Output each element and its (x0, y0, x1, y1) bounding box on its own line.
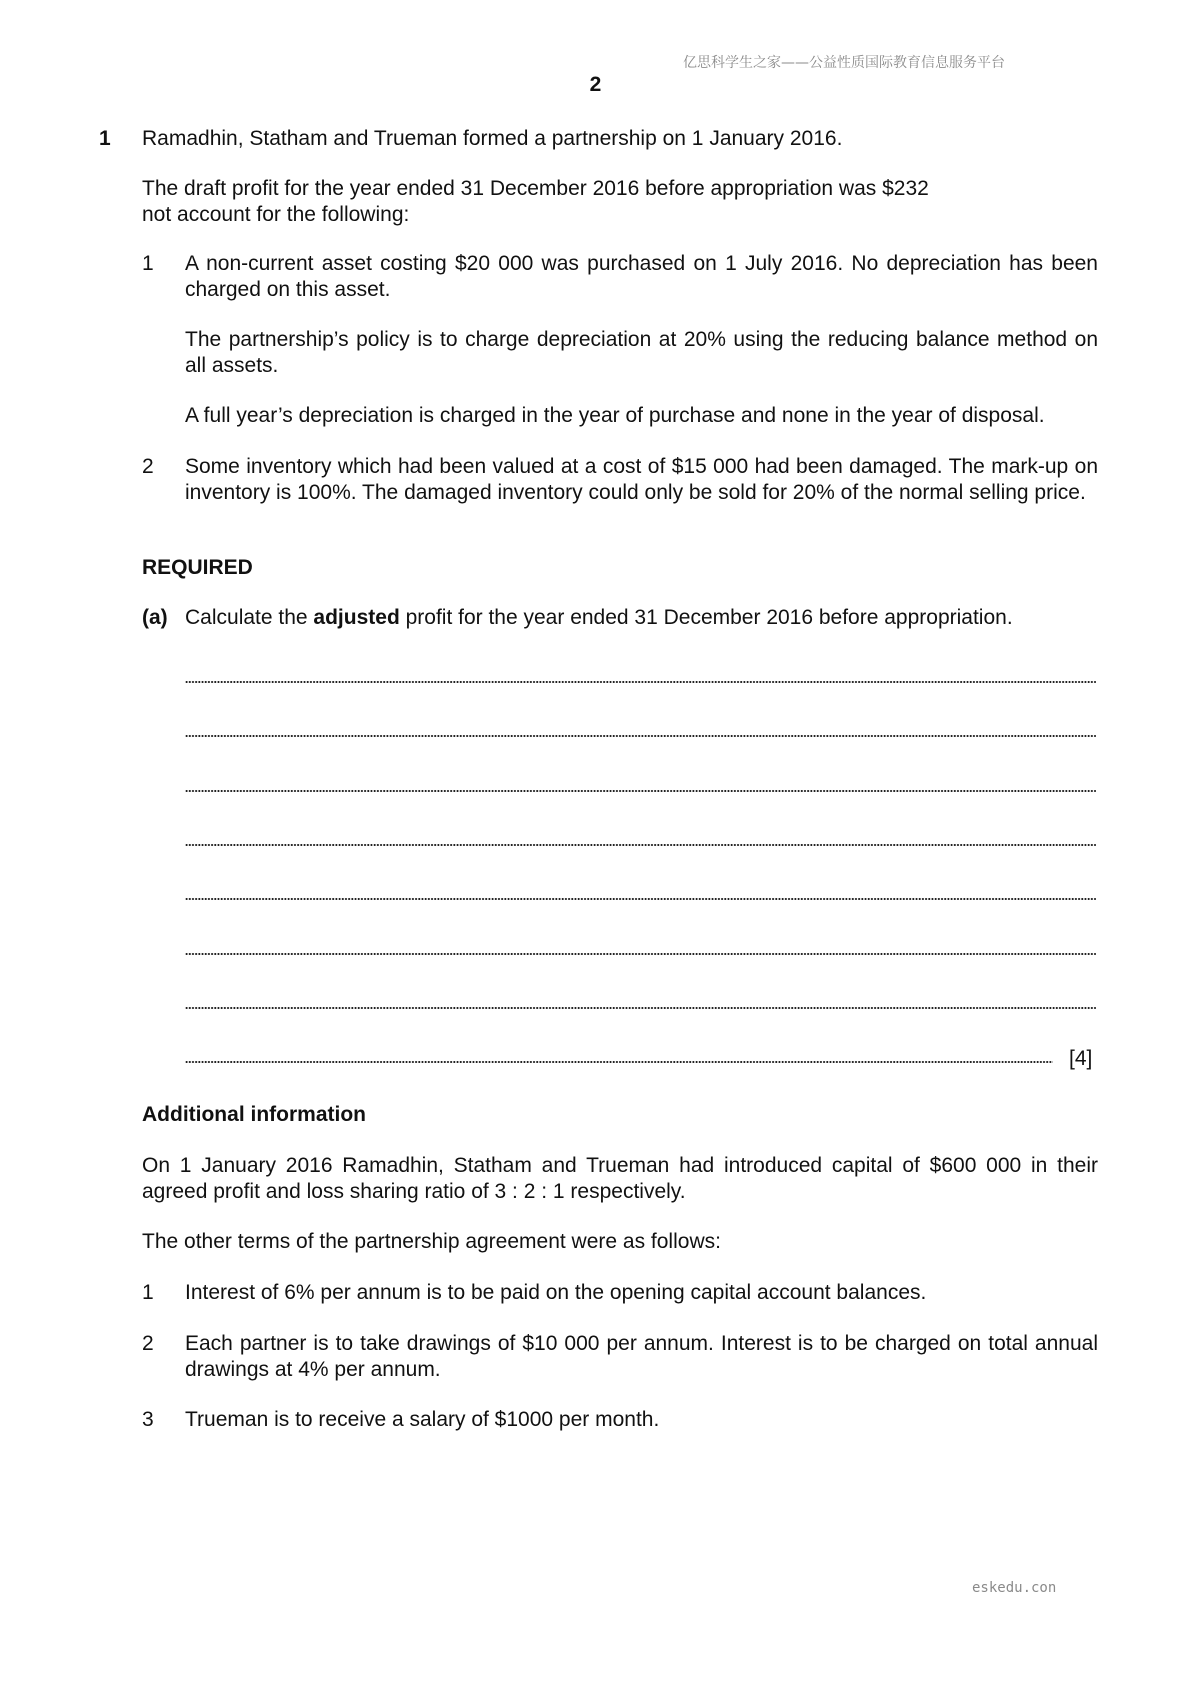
part-a-label: (a) (142, 606, 168, 629)
answer-line[interactable] (185, 843, 1096, 847)
item-2-paragraph-1: Some inventory which had been valued at a cost of $15 000 had been damaged. The mark-up on inventory is 100%. The damaged inventory could only be sold for 20% of the normal selling price. (185, 455, 1098, 504)
item-number: 1 (142, 252, 154, 275)
item-1-paragraph-2: The partnership’s policy is to charge depreciation at 20% using the reducing balance method on all assets. (185, 328, 1098, 377)
answer-line[interactable] (185, 789, 1096, 793)
marks-indicator: [4] (1069, 1047, 1093, 1070)
term-1-text: Interest of 6% per annum is to be paid on the opening capital account balances. (185, 1281, 927, 1304)
answer-line[interactable] (185, 734, 1096, 738)
watermark-text: 亿思科学生之家——公益性质国际教育信息服务平台 (683, 55, 1005, 71)
terms-intro: The other terms of the partnership agreement were as follows: (142, 1230, 721, 1253)
footer-watermark: eskedu.con (972, 1580, 1057, 1596)
question-number: 1 (99, 127, 111, 150)
term-3-text: Trueman is to receive a salary of $1000 per month. (185, 1408, 660, 1431)
term-number: 2 (142, 1332, 154, 1355)
term-2-text: Each partner is to take drawings of $10 000 per annum. Interest is to be charged on total annual drawings at 4% per annum. (185, 1332, 1098, 1381)
part-a-text-after: profit for the year ended 31 December 2016 before appropriation. (399, 606, 1013, 629)
answer-line[interactable] (185, 1006, 1096, 1010)
answer-line[interactable] (185, 1060, 1053, 1064)
term-number: 3 (142, 1408, 154, 1431)
page-number: 2 (589, 73, 602, 96)
question-intro: Ramadhin, Statham and Trueman formed a partnership on 1 January 2016. (142, 127, 843, 150)
additional-information-heading: Additional information (142, 1103, 366, 1126)
item-number: 2 (142, 455, 154, 478)
required-heading: REQUIRED (142, 556, 253, 579)
item-1-paragraph-3: A full year’s depreciation is charged in the year of purchase and none in the year of disposal. (185, 404, 1045, 427)
answer-line[interactable] (185, 680, 1096, 684)
part-a-text-before: Calculate the (185, 606, 314, 629)
draft-profit-line-2: not account for the following: (142, 203, 410, 226)
answer-line[interactable] (185, 952, 1096, 956)
part-a-text-bold: adjusted (313, 606, 400, 629)
item-1-paragraph-1: A non-current asset costing $20 000 was purchased on 1 July 2016. No depreciation has been charged on this asset. (185, 252, 1098, 301)
answer-line[interactable] (185, 897, 1096, 901)
term-number: 1 (142, 1281, 154, 1304)
capital-paragraph: On 1 January 2016 Ramadhin, Statham and Trueman had introduced capital of $600 000 in their agreed profit and loss sharing ratio of 3 : 2 : 1 respectively. (142, 1154, 1098, 1203)
part-a-question (185, 605, 1098, 631)
draft-profit-line-1: The draft profit for the year ended 31 December 2016 before appropriation was $232 (142, 177, 929, 200)
